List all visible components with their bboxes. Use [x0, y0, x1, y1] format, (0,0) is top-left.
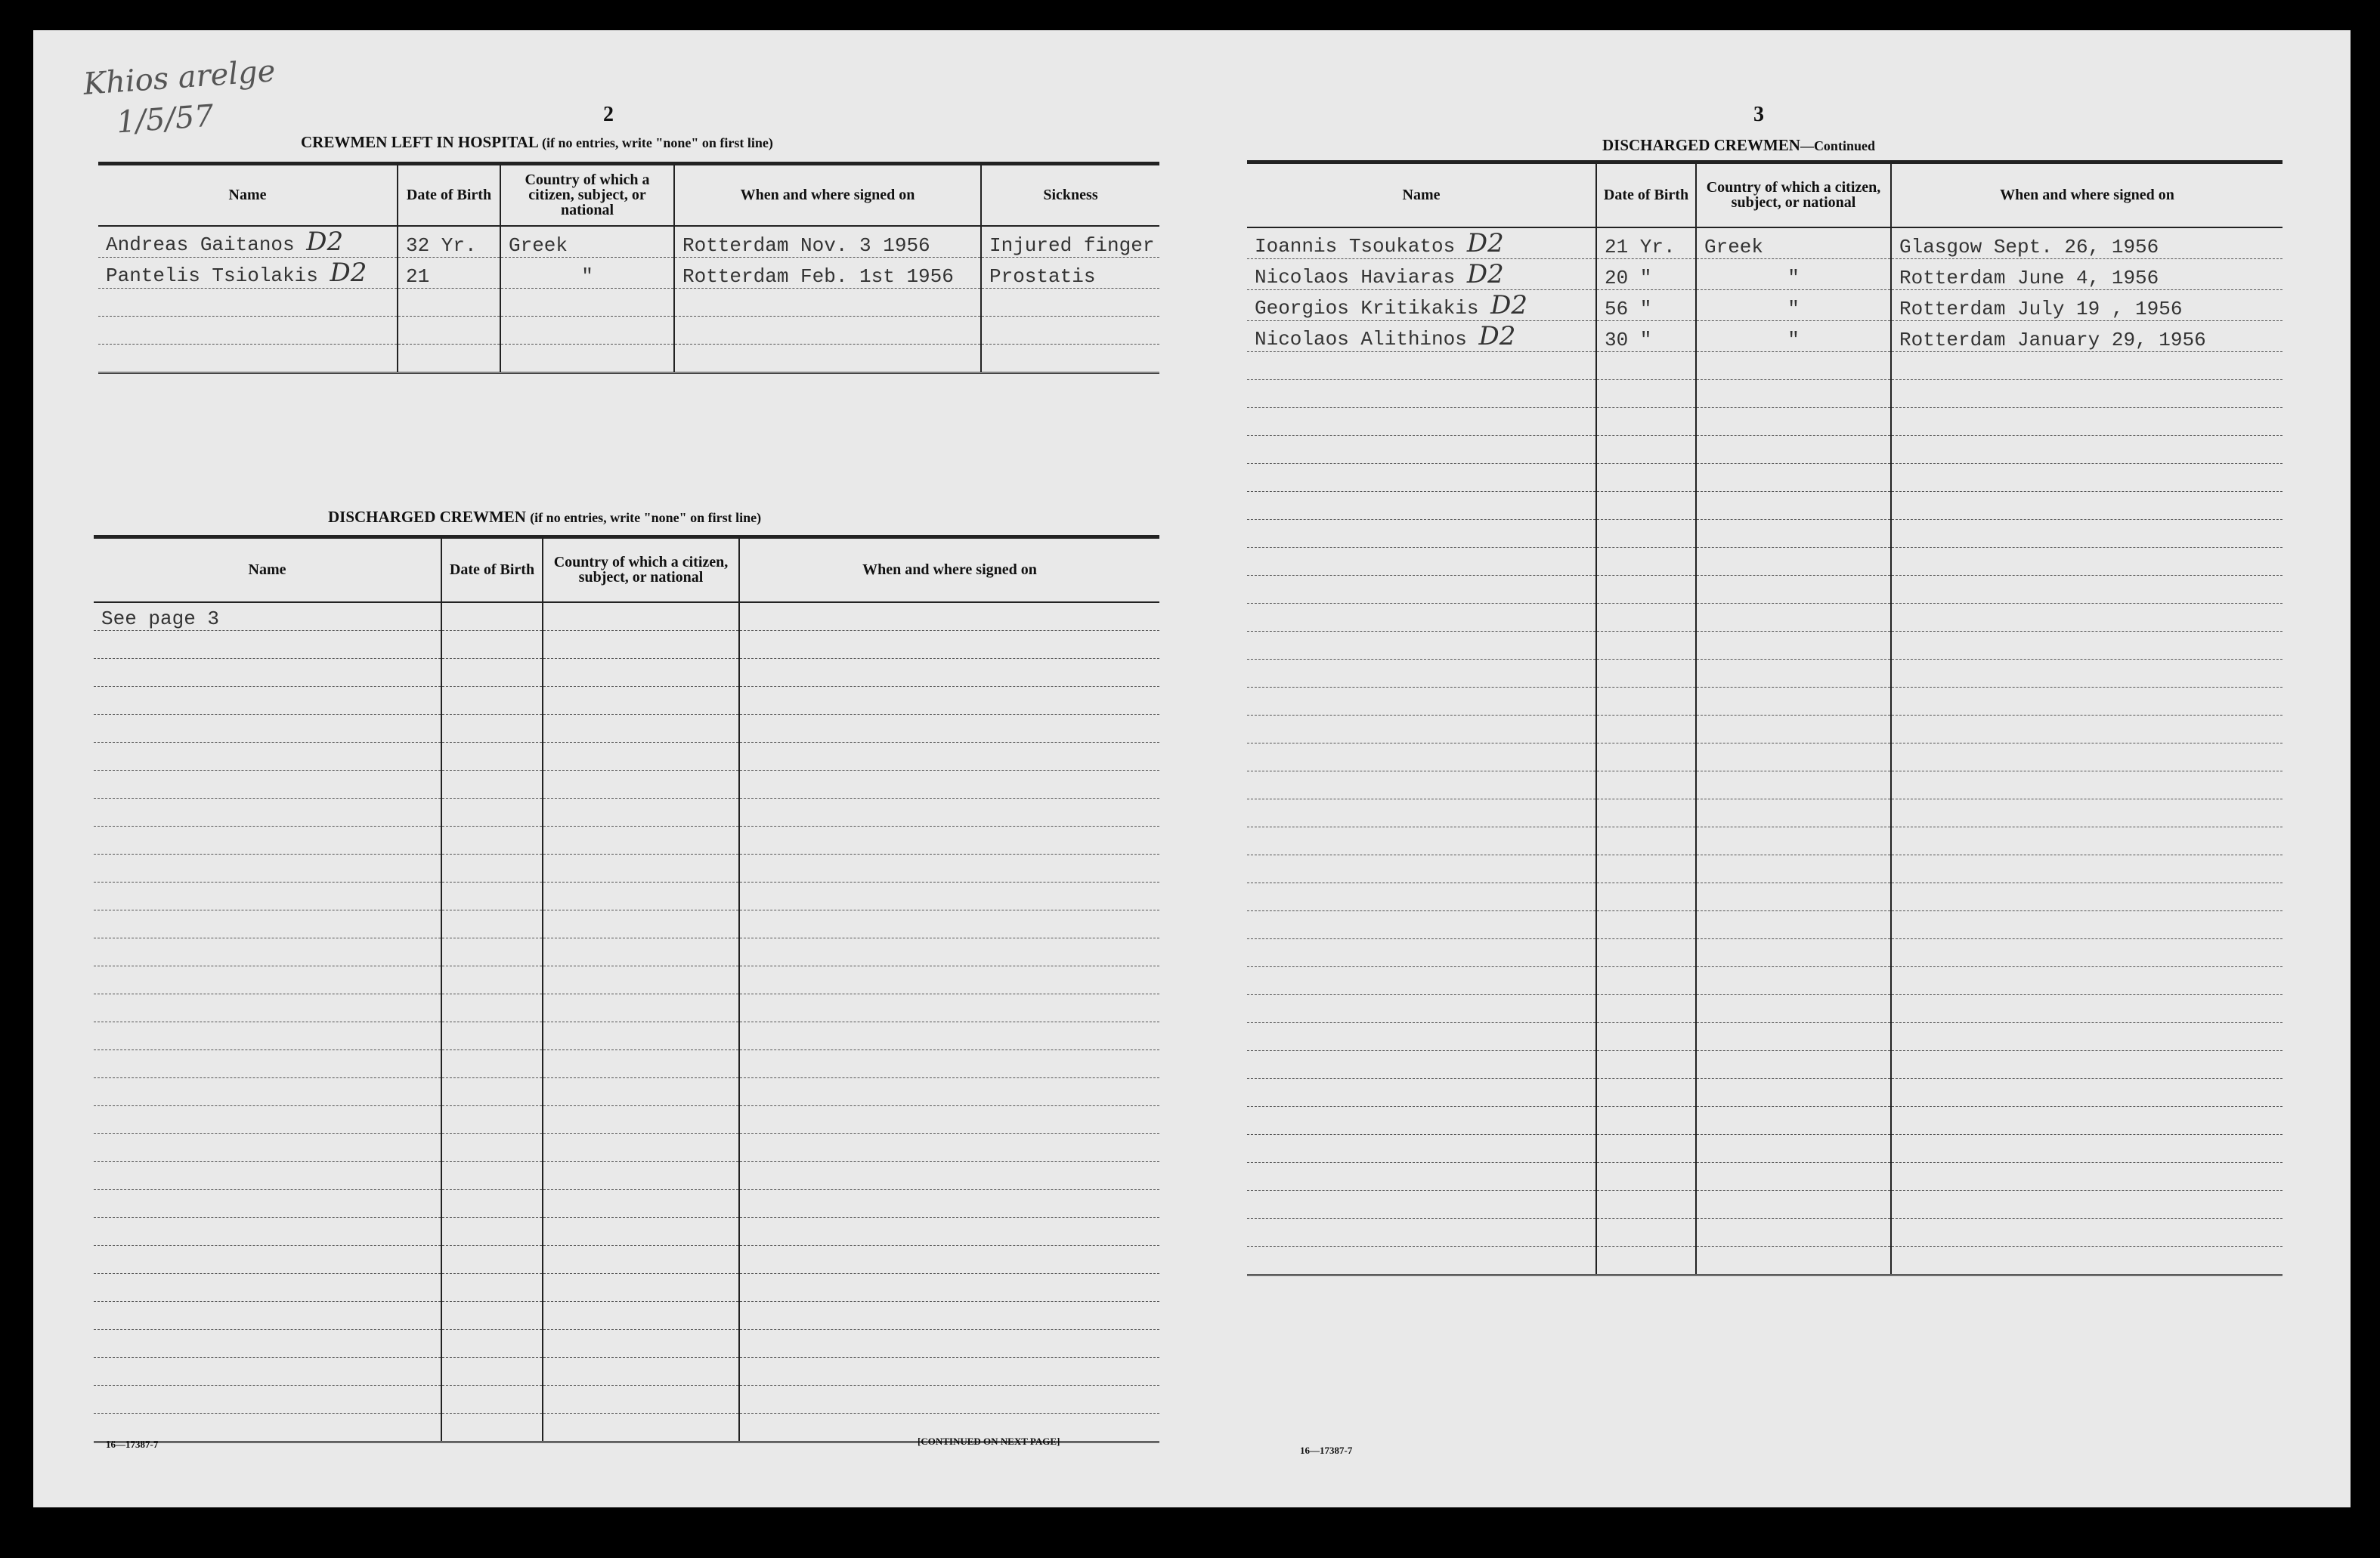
discharged-continued-title: DISCHARGED CREWMEN	[1602, 136, 1800, 154]
table-row	[1247, 258, 2283, 289]
table-row	[1247, 966, 2283, 994]
col-country: Country of which a citizen, subject, or national	[543, 537, 739, 602]
table-row	[1247, 1162, 2283, 1190]
hospital-subtitle: (if no entries, write "none" on first line)	[541, 135, 773, 150]
table-row	[94, 630, 1159, 658]
table-row	[94, 966, 1159, 994]
crew-name: Pantelis Tsiolakis	[106, 264, 318, 287]
table-row	[1247, 883, 2283, 910]
table-row	[94, 1385, 1159, 1413]
table-row	[94, 658, 1159, 686]
table-row	[94, 1301, 1159, 1329]
table-row	[94, 1273, 1159, 1301]
crew-country: "	[1696, 320, 1891, 351]
table-row	[1247, 227, 2283, 259]
crew-name: Nicolaos Haviaras	[1255, 265, 1456, 289]
hospital-table	[98, 162, 1159, 374]
discharged-heading	[328, 508, 761, 527]
table-row	[1247, 938, 2283, 966]
crew-signed-on: Rotterdam Nov. 3 1956	[674, 226, 981, 258]
table-row	[1247, 1050, 2283, 1078]
page-number: 3	[1753, 103, 1764, 126]
discharged-continued-heading	[1602, 136, 1875, 155]
col-sickness: Sickness	[981, 164, 1159, 226]
table-row	[98, 288, 1159, 316]
table-row	[94, 994, 1159, 1022]
crew-country: Greek	[1696, 227, 1891, 259]
table-row	[1247, 1106, 2283, 1134]
crew-country: "	[1696, 258, 1891, 289]
crew-dob: 56 "	[1596, 289, 1696, 320]
form-number: 16—17387-7	[1300, 1445, 1353, 1456]
table-row	[1247, 491, 2283, 519]
crew-dob: 30 "	[1596, 320, 1696, 351]
table-row	[94, 910, 1159, 938]
table-row	[1247, 771, 2283, 799]
crew-name: Ioannis Tsoukatos	[1255, 234, 1456, 258]
table-row	[1247, 351, 2283, 379]
table-row	[94, 770, 1159, 798]
crew-signed-on: Rotterdam Feb. 1st 1956	[674, 257, 981, 288]
crew-name: Georgios Kritikakis	[1255, 296, 1479, 320]
table-row	[94, 1049, 1159, 1077]
table-row	[1247, 827, 2283, 855]
table-row	[1247, 603, 2283, 631]
col-dob: Date of Birth	[398, 164, 500, 226]
table-row	[98, 257, 1159, 288]
table-row	[94, 1357, 1159, 1385]
table-row	[94, 798, 1159, 826]
table-row	[98, 226, 1159, 258]
continued-note: [CONTINUED ON NEXT PAGE]	[918, 1436, 1060, 1447]
crew-country: "	[500, 257, 674, 288]
table-row	[94, 1133, 1159, 1161]
table-row	[94, 1329, 1159, 1357]
table-row	[94, 882, 1159, 910]
table-row	[94, 826, 1159, 854]
table-row	[1247, 1190, 2283, 1218]
table-row	[1247, 631, 2283, 659]
table-row	[1247, 659, 2283, 687]
document-sheet	[33, 30, 2351, 1507]
d2-mark: D2	[1490, 289, 1527, 320]
table-row	[94, 1105, 1159, 1133]
table-row	[98, 316, 1159, 344]
table-row	[1247, 407, 2283, 435]
col-name: Name	[94, 537, 441, 602]
crew-name: Andreas Gaitanos	[106, 233, 295, 256]
table-row	[1247, 1246, 2283, 1275]
discharged-continued-table	[1247, 160, 2283, 1276]
col-country: Country of which a citizen, subject, or national	[1696, 162, 1891, 227]
table-row	[94, 742, 1159, 770]
table-row	[1247, 1134, 2283, 1162]
table-row	[1247, 519, 2283, 547]
table-row	[1247, 463, 2283, 491]
table-row	[1247, 575, 2283, 603]
table-row	[94, 714, 1159, 742]
hospital-heading	[301, 133, 773, 152]
discharged-table	[94, 535, 1159, 1443]
table-row	[1247, 855, 2283, 883]
table-row	[94, 1189, 1159, 1217]
handwritten-note-line2: 1/5/57	[115, 98, 215, 141]
crew-signed-on: Rotterdam June 4, 1956	[1891, 258, 2283, 289]
crew-sickness: Prostatis	[981, 257, 1159, 288]
crew-dob: 21	[398, 257, 500, 288]
table-row	[94, 1161, 1159, 1189]
discharged-title: DISCHARGED CREWMEN	[328, 508, 526, 526]
table-row	[1247, 799, 2283, 827]
table-row	[94, 1217, 1159, 1245]
col-signed-on: When and where signed on	[674, 164, 981, 226]
crew-dob: 20 "	[1596, 258, 1696, 289]
crew-dob: 21 Yr.	[1596, 227, 1696, 259]
table-row	[1247, 289, 2283, 320]
handwritten-note-line1: Khios arelge	[82, 54, 277, 102]
page-2	[33, 30, 1190, 1507]
table-row	[1247, 715, 2283, 743]
col-name: Name	[1247, 162, 1596, 227]
table-row	[98, 344, 1159, 372]
d2-mark: D2	[1466, 258, 1504, 289]
col-name: Name	[98, 164, 398, 226]
crew-signed-on: Glasgow Sept. 26, 1956	[1891, 227, 2283, 259]
table-row	[94, 1245, 1159, 1273]
table-row	[1247, 379, 2283, 407]
table-row	[94, 686, 1159, 714]
col-signed-on: When and where signed on	[739, 537, 1159, 602]
table-row	[94, 602, 1159, 631]
d2-mark: D2	[1478, 320, 1516, 351]
discharged-subtitle: (if no entries, write "none" on first line)	[530, 510, 762, 525]
table-row	[94, 854, 1159, 882]
table-row	[1247, 435, 2283, 463]
table-row	[1247, 1022, 2283, 1050]
d2-mark: D2	[306, 226, 344, 257]
table-row	[1247, 910, 2283, 938]
col-dob: Date of Birth	[1596, 162, 1696, 227]
crew-name: Nicolaos Alithinos	[1255, 327, 1467, 351]
table-row	[94, 938, 1159, 966]
table-row	[1247, 743, 2283, 771]
crew-dob: 32 Yr.	[398, 226, 500, 258]
table-row	[1247, 994, 2283, 1022]
col-dob: Date of Birth	[441, 537, 543, 602]
crew-country: "	[1696, 289, 1891, 320]
crew-signed-on: Rotterdam July 19 , 1956	[1891, 289, 2283, 320]
discharged-continued-subtitle: —Continued	[1800, 138, 1875, 153]
table-row	[1247, 1218, 2283, 1246]
d2-mark: D2	[1466, 227, 1504, 258]
form-number: 16—17387-7	[106, 1439, 159, 1450]
table-row	[94, 1077, 1159, 1105]
table-row	[1247, 547, 2283, 575]
crew-sickness: Injured finger	[981, 226, 1159, 258]
d2-mark: D2	[330, 257, 367, 288]
table-row	[1247, 320, 2283, 351]
col-country: Country of which a citizen, subject, or national	[500, 164, 674, 226]
crew-signed-on: Rotterdam January 29, 1956	[1891, 320, 2283, 351]
table-row	[1247, 687, 2283, 715]
table-row	[1247, 1078, 2283, 1106]
see-page-entry: See page 3	[94, 602, 441, 631]
crew-country: Greek	[500, 226, 674, 258]
hospital-title: CREWMEN LEFT IN HOSPITAL	[301, 133, 538, 151]
page-number: 2	[603, 103, 614, 126]
table-row	[94, 1022, 1159, 1049]
col-signed-on: When and where signed on	[1891, 162, 2283, 227]
page-3	[1243, 30, 2351, 1507]
